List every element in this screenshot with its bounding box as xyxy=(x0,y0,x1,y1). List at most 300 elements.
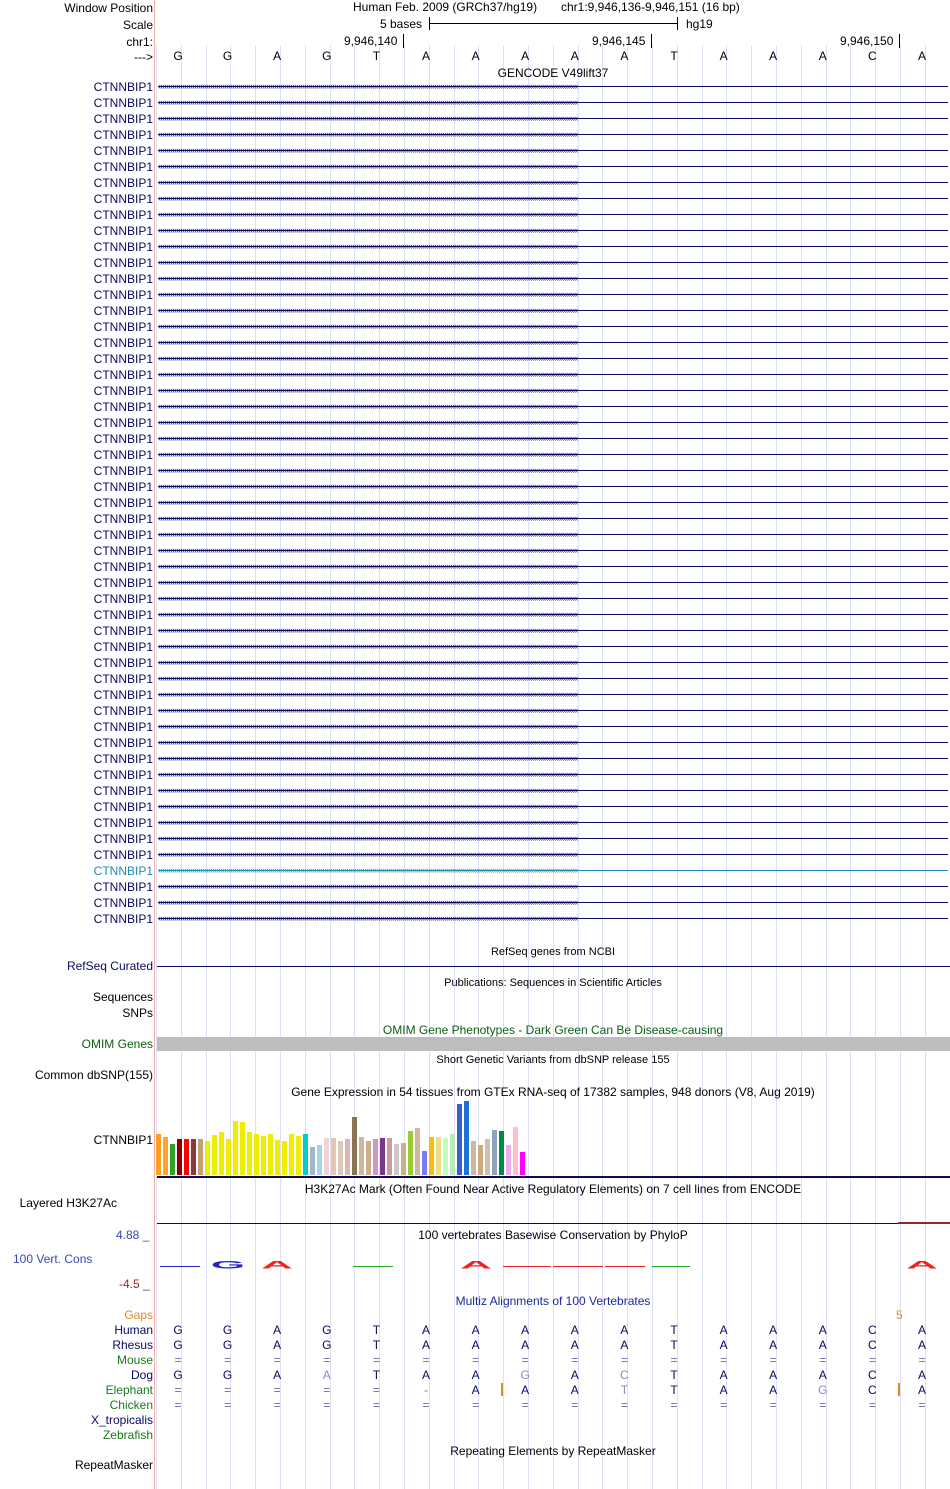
gencode-transcript[interactable] xyxy=(156,224,950,238)
aligned-base: A xyxy=(273,1338,282,1352)
strand-arrows-icon: ‹‹‹‹‹‹‹‹‹‹‹‹‹‹‹‹‹‹‹‹‹‹‹‹‹‹‹‹‹‹‹‹‹‹‹‹‹‹‹‹‹‹‹‹‹‹‹‹‹‹‹‹‹‹‹‹‹‹‹‹‹‹‹‹‹‹‹‹‹‹‹‹‹‹‹‹‹‹‹‹‹‹‹‹‹‹‹‹‹‹‹‹‹‹‹‹‹‹‹‹‹‹‹‹‹‹‹‹‹‹‹‹‹‹‹‹‹‹‹‹‹‹‹‹‹‹‹‹‹‹‹‹‹‹‹‹‹‹‹‹‹‹‹‹‹‹‹‹‹‹‹‹‹‹‹‹‹‹‹‹‹‹‹‹‹‹‹‹‹‹‹‹‹‹‹‹‹‹‹‹‹‹‹‹‹‹‹‹‹‹‹‹‹‹‹‹‹‹‹‹‹‹‹‹‹‹‹‹‹‹ xyxy=(158,369,578,379)
aligned-base: G xyxy=(222,1368,233,1382)
gtex-tissue-bar[interactable] xyxy=(219,1132,224,1175)
gencode-transcript-label[interactable]: CTNNBIP1 xyxy=(93,512,153,526)
gencode-transcript[interactable] xyxy=(156,624,950,638)
gtex-tissue-bar[interactable] xyxy=(499,1131,504,1175)
gtex-tissue-bar[interactable] xyxy=(478,1145,483,1175)
strand-arrows-icon: ‹‹‹‹‹‹‹‹‹‹‹‹‹‹‹‹‹‹‹‹‹‹‹‹‹‹‹‹‹‹‹‹‹‹‹‹‹‹‹‹‹‹‹‹‹‹‹‹‹‹‹‹‹‹‹‹‹‹‹‹‹‹‹‹‹‹‹‹‹‹‹‹‹‹‹‹‹‹‹‹‹‹‹‹‹‹‹‹‹‹‹‹‹‹‹‹‹‹‹‹‹‹‹‹‹‹‹‹‹‹‹‹‹‹‹‹‹‹‹‹‹‹‹‹‹‹‹‹‹‹‹‹‹‹‹‹‹‹‹‹‹‹‹‹‹‹‹‹‹‹‹‹‹‹‹‹‹‹‹‹‹‹‹‹‹‹‹‹‹‹‹‹‹‹‹‹‹‹‹‹‹‹‹‹‹‹‹‹‹‹‹‹‹‹‹‹‹‹‹‹‹‹‹‹‹‹‹‹‹‹ xyxy=(158,641,578,651)
gtex-tissue-bar[interactable] xyxy=(177,1139,182,1175)
gencode-transcript-label[interactable]: CTNNBIP1 xyxy=(93,352,153,366)
publications-track-label-snps[interactable]: SNPs xyxy=(122,1006,153,1020)
aligned-base: A xyxy=(521,1338,530,1352)
scale-bar-left-tick xyxy=(429,17,430,30)
sequence-base: T xyxy=(670,49,678,63)
gencode-transcript[interactable] xyxy=(156,96,950,110)
aligned-base: T xyxy=(670,1323,678,1337)
gtex-tissue-bar[interactable] xyxy=(247,1132,252,1175)
aligned-base: = xyxy=(720,1353,728,1367)
gencode-transcript-label[interactable]: CTNNBIP1 xyxy=(93,368,153,382)
aligned-base: A xyxy=(719,1338,728,1352)
aligned-base: = xyxy=(819,1398,827,1412)
aligned-base: G xyxy=(222,1338,233,1352)
gencode-transcript-label[interactable]: CTNNBIP1 xyxy=(93,656,153,670)
gencode-transcript-label[interactable]: CTNNBIP1 xyxy=(93,848,153,862)
aligned-base: = xyxy=(918,1353,926,1367)
gencode-transcript[interactable] xyxy=(156,784,950,798)
gencode-transcript-label[interactable]: CTNNBIP1 xyxy=(93,112,153,126)
gtex-tissue-bar[interactable] xyxy=(380,1138,385,1175)
strand-arrows-icon: ‹‹‹‹‹‹‹‹‹‹‹‹‹‹‹‹‹‹‹‹‹‹‹‹‹‹‹‹‹‹‹‹‹‹‹‹‹‹‹‹‹‹‹‹‹‹‹‹‹‹‹‹‹‹‹‹‹‹‹‹‹‹‹‹‹‹‹‹‹‹‹‹‹‹‹‹‹‹‹‹‹‹‹‹‹‹‹‹‹‹‹‹‹‹‹‹‹‹‹‹‹‹‹‹‹‹‹‹‹‹‹‹‹‹‹‹‹‹‹‹‹‹‹‹‹‹‹‹‹‹‹‹‹‹‹‹‹‹‹‹‹‹‹‹‹‹‹‹‹‹‹‹‹‹‹‹‹‹‹‹‹‹‹‹‹‹‹‹‹‹‹‹‹‹‹‹‹‹‹‹‹‹‹‹‹‹‹‹‹‹‹‹‹‹‹‹‹‹‹‹‹‹‹‹‹‹‹‹‹‹ xyxy=(158,433,578,443)
gtex-tissue-bar[interactable] xyxy=(338,1141,343,1175)
aligned-base: = xyxy=(174,1398,182,1412)
aligned-base: = xyxy=(372,1353,380,1367)
aligned-base: = xyxy=(472,1398,480,1412)
species-label[interactable]: Chicken xyxy=(109,1398,153,1412)
gtex-track-label[interactable]: CTNNBIP1 xyxy=(93,1133,153,1147)
gencode-transcript-label[interactable]: CTNNBIP1 xyxy=(93,672,153,686)
gencode-transcript-label[interactable]: CTNNBIP1 xyxy=(93,224,153,238)
omim-gene-bar[interactable] xyxy=(157,1037,950,1051)
gencode-transcript-label[interactable]: CTNNBIP1 xyxy=(93,624,153,638)
strand-arrows-icon: ‹‹‹‹‹‹‹‹‹‹‹‹‹‹‹‹‹‹‹‹‹‹‹‹‹‹‹‹‹‹‹‹‹‹‹‹‹‹‹‹‹‹‹‹‹‹‹‹‹‹‹‹‹‹‹‹‹‹‹‹‹‹‹‹‹‹‹‹‹‹‹‹‹‹‹‹‹‹‹‹‹‹‹‹‹‹‹‹‹‹‹‹‹‹‹‹‹‹‹‹‹‹‹‹‹‹‹‹‹‹‹‹‹‹‹‹‹‹‹‹‹‹‹‹‹‹‹‹‹‹‹‹‹‹‹‹‹‹‹‹‹‹‹‹‹‹‹‹‹‹‹‹‹‹‹‹‹‹‹‹‹‹‹‹‹‹‹‹‹‹‹‹‹‹‹‹‹‹‹‹‹‹‹‹‹‹‹‹‹‹‹‹‹‹‹‹‹‹‹‹‹‹‹‹‹‹‹‹‹‹ xyxy=(158,881,578,891)
gtex-tissue-bar[interactable] xyxy=(394,1144,399,1175)
gencode-transcript-label[interactable]: CTNNBIP1 xyxy=(93,480,153,494)
gtex-tissue-bar[interactable] xyxy=(471,1141,476,1175)
aligned-base: A xyxy=(818,1368,827,1382)
sequence-base: A xyxy=(471,49,480,63)
gtex-tissue-bar[interactable] xyxy=(324,1138,329,1175)
species-label[interactable]: Dog xyxy=(130,1368,153,1382)
gencode-transcript[interactable] xyxy=(156,768,950,782)
db-text: hg19 xyxy=(686,17,713,31)
gtex-tissue-bar[interactable] xyxy=(352,1117,357,1175)
publications-track-title: Publications: Sequences in Scientific Articles xyxy=(444,977,662,989)
gencode-transcript[interactable] xyxy=(156,496,950,510)
gtex-tissue-bar[interactable] xyxy=(485,1139,490,1175)
aligned-base: A xyxy=(769,1323,778,1337)
gencode-transcript[interactable] xyxy=(156,352,950,366)
aligned-base: = xyxy=(868,1398,876,1412)
gencode-transcript[interactable] xyxy=(156,192,950,206)
gtex-tissue-bar[interactable] xyxy=(443,1138,448,1175)
aligned-base: T xyxy=(372,1338,381,1352)
gencode-transcript[interactable] xyxy=(156,144,950,158)
aligned-base: = xyxy=(224,1353,232,1367)
gencode-transcript-label[interactable]: CTNNBIP1 xyxy=(93,96,153,110)
aligned-base: = xyxy=(174,1383,182,1397)
gencode-transcript[interactable] xyxy=(156,608,950,622)
species-label[interactable]: X_tropicalis xyxy=(90,1413,153,1427)
gencode-transcript[interactable] xyxy=(156,832,950,846)
gtex-bar-chart[interactable] xyxy=(156,1101,536,1175)
gtex-tissue-bar[interactable] xyxy=(163,1137,168,1175)
aligned-base: = xyxy=(472,1353,480,1367)
gencode-transcript[interactable] xyxy=(156,512,950,526)
gencode-transcript[interactable] xyxy=(156,160,950,174)
gencode-transcript[interactable] xyxy=(156,912,950,926)
gencode-transcript[interactable] xyxy=(156,528,950,542)
aligned-base: G xyxy=(222,1323,233,1337)
gtex-tissue-bar[interactable] xyxy=(289,1134,294,1175)
gencode-transcript-label[interactable]: CTNNBIP1 xyxy=(93,560,153,574)
h3k27ac-signal xyxy=(898,1222,950,1224)
gtex-tissue-bar[interactable] xyxy=(415,1128,420,1175)
gencode-transcript-label[interactable]: CTNNBIP1 xyxy=(93,144,153,158)
gencode-transcript-label[interactable]: CTNNBIP1 xyxy=(93,880,153,894)
scale-bar xyxy=(429,23,677,24)
gencode-transcript-label[interactable]: CTNNBIP1 xyxy=(93,304,153,318)
position-text: chr1:9,946,136-9,946,151 (16 bp) xyxy=(561,0,740,14)
gencode-transcript-label[interactable]: CTNNBIP1 xyxy=(93,240,153,254)
gtex-tissue-bar[interactable] xyxy=(359,1137,364,1175)
gencode-transcript-label[interactable]: CTNNBIP1 xyxy=(93,208,153,222)
aligned-base: A xyxy=(917,1323,926,1337)
sequence-base: A xyxy=(570,49,579,63)
gtex-tissue-bar[interactable] xyxy=(268,1134,273,1175)
gtex-tissue-bar[interactable] xyxy=(492,1130,497,1175)
gencode-transcript-label[interactable]: CTNNBIP1 xyxy=(93,544,153,558)
aligned-base: G xyxy=(173,1368,183,1382)
gtex-tissue-bar[interactable] xyxy=(387,1138,392,1175)
strand-arrows-icon: ‹‹‹‹‹‹‹‹‹‹‹‹‹‹‹‹‹‹‹‹‹‹‹‹‹‹‹‹‹‹‹‹‹‹‹‹‹‹‹‹‹‹‹‹‹‹‹‹‹‹‹‹‹‹‹‹‹‹‹‹‹‹‹‹‹‹‹‹‹‹‹‹‹‹‹‹‹‹‹‹‹‹‹‹‹‹‹‹‹‹‹‹‹‹‹‹‹‹‹‹‹‹‹‹‹‹‹‹‹‹‹‹‹‹‹‹‹‹‹‹‹‹‹‹‹‹‹‹‹‹‹‹‹‹‹‹‹‹‹‹‹‹‹‹‹‹‹‹‹‹‹‹‹‹‹‹‹‹‹‹‹‹‹‹‹‹‹‹‹‹‹‹‹‹‹‹‹‹‹‹‹‹‹‹‹‹‹‹‹‹‹‹‹‹‹‹‹‹‹‹‹‹‹‹‹‹‹‹‹‹ xyxy=(158,113,578,123)
strand-arrows-icon: ‹‹‹‹‹‹‹‹‹‹‹‹‹‹‹‹‹‹‹‹‹‹‹‹‹‹‹‹‹‹‹‹‹‹‹‹‹‹‹‹‹‹‹‹‹‹‹‹‹‹‹‹‹‹‹‹‹‹‹‹‹‹‹‹‹‹‹‹‹‹‹‹‹‹‹‹‹‹‹‹‹‹‹‹‹‹‹‹‹‹‹‹‹‹‹‹‹‹‹‹‹‹‹‹‹‹‹‹‹‹‹‹‹‹‹‹‹‹‹‹‹‹‹‹‹‹‹‹‹‹‹‹‹‹‹‹‹‹‹‹‹‹‹‹‹‹‹‹‹‹‹‹‹‹‹‹‹‹‹‹‹‹‹‹‹‹‹‹‹‹‹‹‹‹‹‹‹‹‹‹‹‹‹‹‹‹‹‹‹‹‹‹‹‹‹‹‹‹‹‹‹‹‹‹‹‹‹‹‹‹ xyxy=(158,705,578,715)
gtex-tissue-bar[interactable] xyxy=(226,1139,231,1175)
gencode-transcript-label[interactable]: CTNNBIP1 xyxy=(93,592,153,606)
aligned-base: = xyxy=(521,1353,529,1367)
gencode-transcript[interactable] xyxy=(156,336,950,350)
gencode-transcript[interactable] xyxy=(156,368,950,382)
gencode-transcript[interactable] xyxy=(156,848,950,862)
species-label[interactable]: Mouse xyxy=(116,1353,153,1367)
phylop-base-glyph: A xyxy=(459,1258,492,1272)
strand-arrows-icon: ‹‹‹‹‹‹‹‹‹‹‹‹‹‹‹‹‹‹‹‹‹‹‹‹‹‹‹‹‹‹‹‹‹‹‹‹‹‹‹‹‹‹‹‹‹‹‹‹‹‹‹‹‹‹‹‹‹‹‹‹‹‹‹‹‹‹‹‹‹‹‹‹‹‹‹‹‹‹‹‹‹‹‹‹‹‹‹‹‹‹‹‹‹‹‹‹‹‹‹‹‹‹‹‹‹‹‹‹‹‹‹‹‹‹‹‹‹‹‹‹‹‹‹‹‹‹‹‹‹‹‹‹‹‹‹‹‹‹‹‹‹‹‹‹‹‹‹‹‹‹‹‹‹‹‹‹‹‹‹‹‹‹‹‹‹‹‹‹‹‹‹‹‹‹‹‹‹‹‹‹‹‹‹‹‹‹‹‹‹‹‹‹‹‹‹‹‹‹‹‹‹‹‹‹‹‹‹‹‹‹ xyxy=(158,209,578,219)
gencode-transcript[interactable] xyxy=(156,688,950,702)
gencode-transcript-label[interactable]: CTNNBIP1 xyxy=(93,288,153,302)
strand-arrows-icon: ‹‹‹‹‹‹‹‹‹‹‹‹‹‹‹‹‹‹‹‹‹‹‹‹‹‹‹‹‹‹‹‹‹‹‹‹‹‹‹‹‹‹‹‹‹‹‹‹‹‹‹‹‹‹‹‹‹‹‹‹‹‹‹‹‹‹‹‹‹‹‹‹‹‹‹‹‹‹‹‹‹‹‹‹‹‹‹‹‹‹‹‹‹‹‹‹‹‹‹‹‹‹‹‹‹‹‹‹‹‹‹‹‹‹‹‹‹‹‹‹‹‹‹‹‹‹‹‹‹‹‹‹‹‹‹‹‹‹‹‹‹‹‹‹‹‹‹‹‹‹‹‹‹‹‹‹‹‹‹‹‹‹‹‹‹‹‹‹‹‹‹‹‹‹‹‹‹‹‹‹‹‹‹‹‹‹‹‹‹‹‹‹‹‹‹‹‹‹‹‹‹‹‹‹‹‹‹‹‹‹ xyxy=(158,513,578,523)
species-label[interactable]: Elephant xyxy=(105,1383,153,1397)
aligned-base: = xyxy=(868,1353,876,1367)
aligned-base: = xyxy=(224,1383,232,1397)
gencode-transcript-label[interactable]: CTNNBIP1 xyxy=(93,192,153,206)
gtex-tissue-bar[interactable] xyxy=(275,1140,280,1175)
strand-arrows-icon: ‹‹‹‹‹‹‹‹‹‹‹‹‹‹‹‹‹‹‹‹‹‹‹‹‹‹‹‹‹‹‹‹‹‹‹‹‹‹‹‹‹‹‹‹‹‹‹‹‹‹‹‹‹‹‹‹‹‹‹‹‹‹‹‹‹‹‹‹‹‹‹‹‹‹‹‹‹‹‹‹‹‹‹‹‹‹‹‹‹‹‹‹‹‹‹‹‹‹‹‹‹‹‹‹‹‹‹‹‹‹‹‹‹‹‹‹‹‹‹‹‹‹‹‹‹‹‹‹‹‹‹‹‹‹‹‹‹‹‹‹‹‹‹‹‹‹‹‹‹‹‹‹‹‹‹‹‹‹‹‹‹‹‹‹‹‹‹‹‹‹‹‹‹‹‹‹‹‹‹‹‹‹‹‹‹‹‹‹‹‹‹‹‹‹‹‹‹‹‹‹‹‹‹‹‹‹‹‹‹‹ xyxy=(158,305,578,315)
gencode-transcript-label[interactable]: CTNNBIP1 xyxy=(93,448,153,462)
gencode-transcript[interactable] xyxy=(156,752,950,766)
gencode-transcript[interactable] xyxy=(156,80,950,94)
strand-arrows-icon: ‹‹‹‹‹‹‹‹‹‹‹‹‹‹‹‹‹‹‹‹‹‹‹‹‹‹‹‹‹‹‹‹‹‹‹‹‹‹‹‹‹‹‹‹‹‹‹‹‹‹‹‹‹‹‹‹‹‹‹‹‹‹‹‹‹‹‹‹‹‹‹‹‹‹‹‹‹‹‹‹‹‹‹‹‹‹‹‹‹‹‹‹‹‹‹‹‹‹‹‹‹‹‹‹‹‹‹‹‹‹‹‹‹‹‹‹‹‹‹‹‹‹‹‹‹‹‹‹‹‹‹‹‹‹‹‹‹‹‹‹‹‹‹‹‹‹‹‹‹‹‹‹‹‹‹‹‹‹‹‹‹‹‹‹‹‹‹‹‹‹‹‹‹‹‹‹‹‹‹‹‹‹‹‹‹‹‹‹‹‹‹‹‹‹‹‹‹‹‹‹‹‹‹‹‹‹‹‹‹‹ xyxy=(158,833,578,843)
omim-track-label[interactable]: OMIM Genes xyxy=(81,1037,153,1051)
sequence-base: A xyxy=(719,49,728,63)
strand-arrows-icon: ‹‹‹‹‹‹‹‹‹‹‹‹‹‹‹‹‹‹‹‹‹‹‹‹‹‹‹‹‹‹‹‹‹‹‹‹‹‹‹‹‹‹‹‹‹‹‹‹‹‹‹‹‹‹‹‹‹‹‹‹‹‹‹‹‹‹‹‹‹‹‹‹‹‹‹‹‹‹‹‹‹‹‹‹‹‹‹‹‹‹‹‹‹‹‹‹‹‹‹‹‹‹‹‹‹‹‹‹‹‹‹‹‹‹‹‹‹‹‹‹‹‹‹‹‹‹‹‹‹‹‹‹‹‹‹‹‹‹‹‹‹‹‹‹‹‹‹‹‹‹‹‹‹‹‹‹‹‹‹‹‹‹‹‹‹‹‹‹‹‹‹‹‹‹‹‹‹‹‹‹‹‹‹‹‹‹‹‹‹‹‹‹‹‹‹‹‹‹‹‹‹‹‹‹‹‹‹‹‹‹ xyxy=(158,785,578,795)
aligned-base: = xyxy=(273,1398,281,1412)
gencode-transcript-label[interactable]: CTNNBIP1 xyxy=(93,688,153,702)
gtex-tissue-bar[interactable] xyxy=(408,1131,413,1175)
repeatmasker-track-label[interactable]: RepeatMasker xyxy=(74,1458,153,1472)
gencode-transcript-label[interactable]: CTNNBIP1 xyxy=(93,464,153,478)
strand-arrows-icon: ‹‹‹‹‹‹‹‹‹‹‹‹‹‹‹‹‹‹‹‹‹‹‹‹‹‹‹‹‹‹‹‹‹‹‹‹‹‹‹‹‹‹‹‹‹‹‹‹‹‹‹‹‹‹‹‹‹‹‹‹‹‹‹‹‹‹‹‹‹‹‹‹‹‹‹‹‹‹‹‹‹‹‹‹‹‹‹‹‹‹‹‹‹‹‹‹‹‹‹‹‹‹‹‹‹‹‹‹‹‹‹‹‹‹‹‹‹‹‹‹‹‹‹‹‹‹‹‹‹‹‹‹‹‹‹‹‹‹‹‹‹‹‹‹‹‹‹‹‹‹‹‹‹‹‹‹‹‹‹‹‹‹‹‹‹‹‹‹‹‹‹‹‹‹‹‹‹‹‹‹‹‹‹‹‹‹‹‹‹‹‹‹‹‹‹‹‹‹‹‹‹‹‹‹‹‹‹‹‹‹ xyxy=(158,289,578,299)
dbsnp-track-label[interactable]: Common dbSNP(155) xyxy=(34,1068,153,1082)
sequence-base: A xyxy=(620,49,629,63)
gencode-transcript[interactable] xyxy=(156,480,950,494)
gencode-transcript[interactable] xyxy=(156,304,950,318)
aligned-base: G xyxy=(322,1338,332,1352)
phylop-score-mark xyxy=(605,1266,645,1267)
gencode-transcript[interactable] xyxy=(156,704,950,718)
gtex-tissue-bar[interactable] xyxy=(464,1101,469,1175)
gencode-transcript[interactable] xyxy=(156,576,950,590)
window-position-label: Window Position xyxy=(64,1,153,15)
aligned-base: A xyxy=(769,1338,778,1352)
sequence-base: A xyxy=(273,49,282,63)
gtex-tissue-bar[interactable] xyxy=(296,1136,301,1175)
gtex-tissue-bar[interactable] xyxy=(184,1139,189,1175)
aligned-base: = xyxy=(174,1353,182,1367)
gencode-transcript[interactable] xyxy=(156,240,950,254)
gencode-transcript-label[interactable]: CTNNBIP1 xyxy=(93,752,153,766)
refseq-track-title: RefSeq genes from NCBI xyxy=(490,946,616,958)
aligned-base: T xyxy=(620,1383,629,1397)
sequence-base: C xyxy=(868,49,877,63)
gtex-tissue-bar[interactable] xyxy=(198,1139,203,1175)
aligned-base: A xyxy=(421,1338,430,1352)
gencode-transcript[interactable] xyxy=(156,432,950,446)
gtex-tissue-bar[interactable] xyxy=(317,1145,322,1175)
phylop-max-label: 4.88 _ xyxy=(116,1228,150,1242)
gtex-tissue-bar[interactable] xyxy=(170,1144,175,1175)
species-label[interactable]: Human xyxy=(114,1323,153,1337)
gencode-transcript[interactable] xyxy=(156,896,950,910)
aligned-base: A xyxy=(421,1323,430,1337)
aligned-base: A xyxy=(273,1323,282,1337)
strand-arrows-icon: ‹‹‹‹‹‹‹‹‹‹‹‹‹‹‹‹‹‹‹‹‹‹‹‹‹‹‹‹‹‹‹‹‹‹‹‹‹‹‹‹‹‹‹‹‹‹‹‹‹‹‹‹‹‹‹‹‹‹‹‹‹‹‹‹‹‹‹‹‹‹‹‹‹‹‹‹‹‹‹‹‹‹‹‹‹‹‹‹‹‹‹‹‹‹‹‹‹‹‹‹‹‹‹‹‹‹‹‹‹‹‹‹‹‹‹‹‹‹‹‹‹‹‹‹‹‹‹‹‹‹‹‹‹‹‹‹‹‹‹‹‹‹‹‹‹‹‹‹‹‹‹‹‹‹‹‹‹‹‹‹‹‹‹‹‹‹‹‹‹‹‹‹‹‹‹‹‹‹‹‹‹‹‹‹‹‹‹‹‹‹‹‹‹‹‹‹‹‹‹‹‹‹‹‹‹‹‹‹‹‹ xyxy=(158,321,578,331)
aligned-base: A xyxy=(917,1338,926,1352)
phylop-track-label[interactable]: 100 Vert. Cons xyxy=(13,1252,93,1266)
phylop-score-mark xyxy=(553,1266,603,1267)
aligned-base: G xyxy=(173,1323,183,1337)
gencode-transcript-label[interactable]: CTNNBIP1 xyxy=(93,176,153,190)
strand-arrows-icon: ‹‹‹‹‹‹‹‹‹‹‹‹‹‹‹‹‹‹‹‹‹‹‹‹‹‹‹‹‹‹‹‹‹‹‹‹‹‹‹‹‹‹‹‹‹‹‹‹‹‹‹‹‹‹‹‹‹‹‹‹‹‹‹‹‹‹‹‹‹‹‹‹‹‹‹‹‹‹‹‹‹‹‹‹‹‹‹‹‹‹‹‹‹‹‹‹‹‹‹‹‹‹‹‹‹‹‹‹‹‹‹‹‹‹‹‹‹‹‹‹‹‹‹‹‹‹‹‹‹‹‹‹‹‹‹‹‹‹‹‹‹‹‹‹‹‹‹‹‹‹‹‹‹‹‹‹‹‹‹‹‹‹‹‹‹‹‹‹‹‹‹‹‹‹‹‹‹‹‹‹‹‹‹‹‹‹‹‹‹‹‹‹‹‹‹‹‹‹‹‹‹‹‹‹‹‹‹‹‹‹ xyxy=(158,897,578,907)
gencode-transcript-label[interactable]: CTNNBIP1 xyxy=(93,160,153,174)
species-label[interactable]: Zebrafish xyxy=(102,1428,153,1442)
aligned-base: A xyxy=(322,1368,331,1382)
scale-bar-right-tick xyxy=(677,17,678,30)
gencode-transcript[interactable] xyxy=(156,208,950,222)
gtex-tissue-bar[interactable] xyxy=(156,1134,161,1175)
strand-arrows-icon: ‹‹‹‹‹‹‹‹‹‹‹‹‹‹‹‹‹‹‹‹‹‹‹‹‹‹‹‹‹‹‹‹‹‹‹‹‹‹‹‹‹‹‹‹‹‹‹‹‹‹‹‹‹‹‹‹‹‹‹‹‹‹‹‹‹‹‹‹‹‹‹‹‹‹‹‹‹‹‹‹‹‹‹‹‹‹‹‹‹‹‹‹‹‹‹‹‹‹‹‹‹‹‹‹‹‹‹‹‹‹‹‹‹‹‹‹‹‹‹‹‹‹‹‹‹‹‹‹‹‹‹‹‹‹‹‹‹‹‹‹‹‹‹‹‹‹‹‹‹‹‹‹‹‹‹‹‹‹‹‹‹‹‹‹‹‹‹‹‹‹‹‹‹‹‹‹‹‹‹‹‹‹‹‹‹‹‹‹‹‹‹‹‹‹‹‹‹‹‹‹‹‹‹‹‹‹‹‹‹‹ xyxy=(158,129,578,139)
strand-arrows-icon: ‹‹‹‹‹‹‹‹‹‹‹‹‹‹‹‹‹‹‹‹‹‹‹‹‹‹‹‹‹‹‹‹‹‹‹‹‹‹‹‹‹‹‹‹‹‹‹‹‹‹‹‹‹‹‹‹‹‹‹‹‹‹‹‹‹‹‹‹‹‹‹‹‹‹‹‹‹‹‹‹‹‹‹‹‹‹‹‹‹‹‹‹‹‹‹‹‹‹‹‹‹‹‹‹‹‹‹‹‹‹‹‹‹‹‹‹‹‹‹‹‹‹‹‹‹‹‹‹‹‹‹‹‹‹‹‹‹‹‹‹‹‹‹‹‹‹‹‹‹‹‹‹‹‹‹‹‹‹‹‹‹‹‹‹‹‹‹‹‹‹‹‹‹‹‹‹‹‹‹‹‹‹‹‹‹‹‹‹‹‹‹‹‹‹‹‹‹‹‹‹‹‹‹‹‹‹‹‹‹‹ xyxy=(158,689,578,699)
aligned-base: A xyxy=(719,1368,728,1382)
gencode-transcript[interactable] xyxy=(156,720,950,734)
aligned-base: = xyxy=(422,1353,430,1367)
gencode-transcript-label[interactable]: CTNNBIP1 xyxy=(93,128,153,142)
aligned-base: = xyxy=(670,1398,678,1412)
aligned-base: = xyxy=(273,1383,281,1397)
gencode-transcript[interactable] xyxy=(156,544,950,558)
strand-arrows-icon: ‹‹‹‹‹‹‹‹‹‹‹‹‹‹‹‹‹‹‹‹‹‹‹‹‹‹‹‹‹‹‹‹‹‹‹‹‹‹‹‹‹‹‹‹‹‹‹‹‹‹‹‹‹‹‹‹‹‹‹‹‹‹‹‹‹‹‹‹‹‹‹‹‹‹‹‹‹‹‹‹‹‹‹‹‹‹‹‹‹‹‹‹‹‹‹‹‹‹‹‹‹‹‹‹‹‹‹‹‹‹‹‹‹‹‹‹‹‹‹‹‹‹‹‹‹‹‹‹‹‹‹‹‹‹‹‹‹‹‹‹‹‹‹‹‹‹‹‹‹‹‹‹‹‹‹‹‹‹‹‹‹‹‹‹‹‹‹‹‹‹‹‹‹‹‹‹‹‹‹‹‹‹‹‹‹‹‹‹‹‹‹‹‹‹‹‹‹‹‹‹‹‹‹‹‹‹‹‹‹‹ xyxy=(158,241,578,251)
gencode-transcript-label[interactable]: CTNNBIP1 xyxy=(93,816,153,830)
aligned-base: = xyxy=(819,1353,827,1367)
aligned-base: A xyxy=(818,1323,827,1337)
gencode-transcript-label[interactable]: CTNNBIP1 xyxy=(93,528,153,542)
refseq-track-label[interactable]: RefSeq Curated xyxy=(66,959,153,973)
gencode-transcript[interactable] xyxy=(156,656,950,670)
gencode-transcript[interactable] xyxy=(156,736,950,750)
aligned-base: A xyxy=(570,1368,579,1382)
gencode-transcript[interactable] xyxy=(156,256,950,270)
strand-arrows-icon: ‹‹‹‹‹‹‹‹‹‹‹‹‹‹‹‹‹‹‹‹‹‹‹‹‹‹‹‹‹‹‹‹‹‹‹‹‹‹‹‹‹‹‹‹‹‹‹‹‹‹‹‹‹‹‹‹‹‹‹‹‹‹‹‹‹‹‹‹‹‹‹‹‹‹‹‹‹‹‹‹‹‹‹‹‹‹‹‹‹‹‹‹‹‹‹‹‹‹‹‹‹‹‹‹‹‹‹‹‹‹‹‹‹‹‹‹‹‹‹‹‹‹‹‹‹‹‹‹‹‹‹‹‹‹‹‹‹‹‹‹‹‹‹‹‹‹‹‹‹‹‹‹‹‹‹‹‹‹‹‹‹‹‹‹‹‹‹‹‹‹‹‹‹‹‹‹‹‹‹‹‹‹‹‹‹‹‹‹‹‹‹‹‹‹‹‹‹‹‹‹‹‹‹‹‹‹‹‹‹‹ xyxy=(158,769,578,779)
gencode-transcript[interactable] xyxy=(156,560,950,574)
gencode-transcript[interactable] xyxy=(156,880,950,894)
aligned-base: = xyxy=(323,1383,331,1397)
gencode-transcript[interactable] xyxy=(156,288,950,302)
gencode-transcript-label[interactable]: CTNNBIP1 xyxy=(93,736,153,750)
insertion-mark xyxy=(898,1383,900,1396)
gencode-transcript[interactable] xyxy=(156,112,950,126)
refseq-gene-line[interactable] xyxy=(157,966,950,967)
gtex-tissue-bar[interactable] xyxy=(303,1134,308,1175)
gtex-tissue-bar[interactable] xyxy=(457,1104,462,1175)
gtex-tissue-bar[interactable] xyxy=(366,1141,371,1175)
aligned-base: C xyxy=(868,1338,877,1352)
gencode-transcript-label[interactable]: CTNNBIP1 xyxy=(93,496,153,510)
aligned-base: = xyxy=(323,1398,331,1412)
gtex-tissue-bar[interactable] xyxy=(436,1137,441,1175)
strand-arrows-icon: ‹‹‹‹‹‹‹‹‹‹‹‹‹‹‹‹‹‹‹‹‹‹‹‹‹‹‹‹‹‹‹‹‹‹‹‹‹‹‹‹‹‹‹‹‹‹‹‹‹‹‹‹‹‹‹‹‹‹‹‹‹‹‹‹‹‹‹‹‹‹‹‹‹‹‹‹‹‹‹‹‹‹‹‹‹‹‹‹‹‹‹‹‹‹‹‹‹‹‹‹‹‹‹‹‹‹‹‹‹‹‹‹‹‹‹‹‹‹‹‹‹‹‹‹‹‹‹‹‹‹‹‹‹‹‹‹‹‹‹‹‹‹‹‹‹‹‹‹‹‹‹‹‹‹‹‹‹‹‹‹‹‹‹‹‹‹‹‹‹‹‹‹‹‹‹‹‹‹‹‹‹‹‹‹‹‹‹‹‹‹‹‹‹‹‹‹‹‹‹‹‹‹‹‹‹‹‹‹‹‹ xyxy=(158,817,578,827)
gtex-tissue-bar[interactable] xyxy=(282,1141,287,1175)
gtex-tissue-bar[interactable] xyxy=(254,1134,259,1175)
gencode-transcript-label[interactable]: CTNNBIP1 xyxy=(93,416,153,430)
gencode-transcript-label[interactable]: CTNNBIP1 xyxy=(93,768,153,782)
gencode-transcript-label[interactable]: CTNNBIP1 xyxy=(93,704,153,718)
gtex-tissue-bar[interactable] xyxy=(450,1134,455,1175)
aligned-base: G xyxy=(322,1323,332,1337)
gencode-transcript-label[interactable]: CTNNBIP1 xyxy=(93,80,153,94)
aligned-base: C xyxy=(620,1368,629,1382)
gencode-transcript[interactable] xyxy=(156,592,950,606)
gtex-tissue-bar[interactable] xyxy=(310,1147,315,1175)
strand-arrows-icon: ‹‹‹‹‹‹‹‹‹‹‹‹‹‹‹‹‹‹‹‹‹‹‹‹‹‹‹‹‹‹‹‹‹‹‹‹‹‹‹‹‹‹‹‹‹‹‹‹‹‹‹‹‹‹‹‹‹‹‹‹‹‹‹‹‹‹‹‹‹‹‹‹‹‹‹‹‹‹‹‹‹‹‹‹‹‹‹‹‹‹‹‹‹‹‹‹‹‹‹‹‹‹‹‹‹‹‹‹‹‹‹‹‹‹‹‹‹‹‹‹‹‹‹‹‹‹‹‹‹‹‹‹‹‹‹‹‹‹‹‹‹‹‹‹‹‹‹‹‹‹‹‹‹‹‹‹‹‹‹‹‹‹‹‹‹‹‹‹‹‹‹‹‹‹‹‹‹‹‹‹‹‹‹‹‹‹‹‹‹‹‹‹‹‹‹‹‹‹‹‹‹‹‹‹‹‹‹‹‹‹ xyxy=(158,257,578,267)
aligned-base: - xyxy=(424,1383,428,1397)
gencode-transcript-label[interactable]: CTNNBIP1 xyxy=(93,336,153,350)
strand-arrows-icon: ‹‹‹‹‹‹‹‹‹‹‹‹‹‹‹‹‹‹‹‹‹‹‹‹‹‹‹‹‹‹‹‹‹‹‹‹‹‹‹‹‹‹‹‹‹‹‹‹‹‹‹‹‹‹‹‹‹‹‹‹‹‹‹‹‹‹‹‹‹‹‹‹‹‹‹‹‹‹‹‹‹‹‹‹‹‹‹‹‹‹‹‹‹‹‹‹‹‹‹‹‹‹‹‹‹‹‹‹‹‹‹‹‹‹‹‹‹‹‹‹‹‹‹‹‹‹‹‹‹‹‹‹‹‹‹‹‹‹‹‹‹‹‹‹‹‹‹‹‹‹‹‹‹‹‹‹‹‹‹‹‹‹‹‹‹‹‹‹‹‹‹‹‹‹‹‹‹‹‹‹‹‹‹‹‹‹‹‹‹‹‹‹‹‹‹‹‹‹‹‹‹‹‹‹‹‹‹‹‹‹ xyxy=(158,481,578,491)
gtex-tissue-bar[interactable] xyxy=(261,1136,266,1175)
phylop-base-glyph: A xyxy=(261,1258,294,1272)
gencode-transcript[interactable] xyxy=(156,672,950,686)
multiz-track-title: Multiz Alignments of 100 Vertebrates xyxy=(455,1294,651,1308)
aligned-base: = xyxy=(918,1398,926,1412)
gencode-transcript-label[interactable]: CTNNBIP1 xyxy=(93,256,153,270)
gencode-transcript[interactable] xyxy=(156,800,950,814)
gencode-transcript[interactable] xyxy=(156,464,950,478)
gencode-transcript-label[interactable]: CTNNBIP1 xyxy=(93,400,153,414)
gap-count: 5 xyxy=(896,1308,903,1322)
aligned-base: A xyxy=(917,1368,926,1382)
gencode-transcript-label[interactable]: CTNNBIP1 xyxy=(93,576,153,590)
aligned-base: T xyxy=(372,1368,381,1382)
gtex-tissue-bar[interactable] xyxy=(429,1137,434,1175)
gencode-transcript-label[interactable]: CTNNBIP1 xyxy=(93,864,153,878)
aligned-base: T xyxy=(372,1323,381,1337)
gtex-tissue-bar[interactable] xyxy=(233,1121,238,1175)
h3k27ac-track-label[interactable]: Layered H3K27Ac xyxy=(19,1196,117,1210)
gencode-transcript[interactable] xyxy=(156,816,950,830)
omim-track-title: OMIM Gene Phenotypes - Dark Green Can Be Disease-causing xyxy=(382,1023,724,1037)
ruler-tick-3: 9,946,150 xyxy=(840,34,894,48)
aligned-base: = xyxy=(571,1398,579,1412)
aligned-base: T xyxy=(670,1383,678,1397)
gtex-tissue-bar[interactable] xyxy=(191,1139,196,1175)
gencode-transcript[interactable] xyxy=(156,640,950,654)
aligned-base: A xyxy=(620,1323,629,1337)
gencode-transcript-label[interactable]: CTNNBIP1 xyxy=(93,384,153,398)
gtex-tissue-bar[interactable] xyxy=(240,1122,245,1175)
gtex-tissue-bar[interactable] xyxy=(373,1139,378,1175)
gencode-transcript[interactable] xyxy=(156,400,950,414)
aligned-base: = xyxy=(620,1353,628,1367)
gtex-tissue-bar[interactable] xyxy=(513,1127,518,1175)
gencode-transcript-label[interactable]: CTNNBIP1 xyxy=(93,912,153,926)
gencode-transcript-label[interactable]: CTNNBIP1 xyxy=(93,320,153,334)
gtex-tissue-bar[interactable] xyxy=(422,1151,427,1175)
gencode-transcript[interactable] xyxy=(156,384,950,398)
aligned-base: A xyxy=(471,1368,480,1382)
gtex-tissue-bar[interactable] xyxy=(345,1139,350,1175)
gencode-transcript[interactable] xyxy=(156,864,950,878)
strand-arrows-icon: ‹‹‹‹‹‹‹‹‹‹‹‹‹‹‹‹‹‹‹‹‹‹‹‹‹‹‹‹‹‹‹‹‹‹‹‹‹‹‹‹‹‹‹‹‹‹‹‹‹‹‹‹‹‹‹‹‹‹‹‹‹‹‹‹‹‹‹‹‹‹‹‹‹‹‹‹‹‹‹‹‹‹‹‹‹‹‹‹‹‹‹‹‹‹‹‹‹‹‹‹‹‹‹‹‹‹‹‹‹‹‹‹‹‹‹‹‹‹‹‹‹‹‹‹‹‹‹‹‹‹‹‹‹‹‹‹‹‹‹‹‹‹‹‹‹‹‹‹‹‹‹‹‹‹‹‹‹‹‹‹‹‹‹‹‹‹‹‹‹‹‹‹‹‹‹‹‹‹‹‹‹‹‹‹‹‹‹‹‹‹‹‹‹‹‹‹‹‹‹‹‹‹‹‹‹‹‹‹‹‹ xyxy=(158,721,578,731)
gtex-tissue-bar[interactable] xyxy=(506,1145,511,1175)
strand-arrows-icon: ‹‹‹‹‹‹‹‹‹‹‹‹‹‹‹‹‹‹‹‹‹‹‹‹‹‹‹‹‹‹‹‹‹‹‹‹‹‹‹‹‹‹‹‹‹‹‹‹‹‹‹‹‹‹‹‹‹‹‹‹‹‹‹‹‹‹‹‹‹‹‹‹‹‹‹‹‹‹‹‹‹‹‹‹‹‹‹‹‹‹‹‹‹‹‹‹‹‹‹‹‹‹‹‹‹‹‹‹‹‹‹‹‹‹‹‹‹‹‹‹‹‹‹‹‹‹‹‹‹‹‹‹‹‹‹‹‹‹‹‹‹‹‹‹‹‹‹‹‹‹‹‹‹‹‹‹‹‹‹‹‹‹‹‹‹‹‹‹‹‹‹‹‹‹‹‹‹‹‹‹‹‹‹‹‹‹‹‹‹‹‹‹‹‹‹‹‹‹‹‹‹‹‹‹‹‹‹‹‹‹ xyxy=(158,913,578,923)
strand-arrows-icon: ‹‹‹‹‹‹‹‹‹‹‹‹‹‹‹‹‹‹‹‹‹‹‹‹‹‹‹‹‹‹‹‹‹‹‹‹‹‹‹‹‹‹‹‹‹‹‹‹‹‹‹‹‹‹‹‹‹‹‹‹‹‹‹‹‹‹‹‹‹‹‹‹‹‹‹‹‹‹‹‹‹‹‹‹‹‹‹‹‹‹‹‹‹‹‹‹‹‹‹‹‹‹‹‹‹‹‹‹‹‹‹‹‹‹‹‹‹‹‹‹‹‹‹‹‹‹‹‹‹‹‹‹‹‹‹‹‹‹‹‹‹‹‹‹‹‹‹‹‹‹‹‹‹‹‹‹‹‹‹‹‹‹‹‹‹‹‹‹‹‹‹‹‹‹‹‹‹‹‹‹‹‹‹‹‹‹‹‹‹‹‹‹‹‹‹‹‹‹‹‹‹‹‹‹‹‹‹‹‹‹ xyxy=(158,577,578,587)
strand-arrows-icon: ‹‹‹‹‹‹‹‹‹‹‹‹‹‹‹‹‹‹‹‹‹‹‹‹‹‹‹‹‹‹‹‹‹‹‹‹‹‹‹‹‹‹‹‹‹‹‹‹‹‹‹‹‹‹‹‹‹‹‹‹‹‹‹‹‹‹‹‹‹‹‹‹‹‹‹‹‹‹‹‹‹‹‹‹‹‹‹‹‹‹‹‹‹‹‹‹‹‹‹‹‹‹‹‹‹‹‹‹‹‹‹‹‹‹‹‹‹‹‹‹‹‹‹‹‹‹‹‹‹‹‹‹‹‹‹‹‹‹‹‹‹‹‹‹‹‹‹‹‹‹‹‹‹‹‹‹‹‹‹‹‹‹‹‹‹‹‹‹‹‹‹‹‹‹‹‹‹‹‹‹‹‹‹‹‹‹‹‹‹‹‹‹‹‹‹‹‹‹‹‹‹‹‹‹‹‹‹‹‹‹ xyxy=(158,737,578,747)
gencode-transcript-label[interactable]: CTNNBIP1 xyxy=(93,800,153,814)
aligned-base: = xyxy=(372,1383,380,1397)
aligned-base: G xyxy=(520,1368,530,1382)
aligned-base: A xyxy=(769,1368,778,1382)
strand-arrows-icon: ‹‹‹‹‹‹‹‹‹‹‹‹‹‹‹‹‹‹‹‹‹‹‹‹‹‹‹‹‹‹‹‹‹‹‹‹‹‹‹‹‹‹‹‹‹‹‹‹‹‹‹‹‹‹‹‹‹‹‹‹‹‹‹‹‹‹‹‹‹‹‹‹‹‹‹‹‹‹‹‹‹‹‹‹‹‹‹‹‹‹‹‹‹‹‹‹‹‹‹‹‹‹‹‹‹‹‹‹‹‹‹‹‹‹‹‹‹‹‹‹‹‹‹‹‹‹‹‹‹‹‹‹‹‹‹‹‹‹‹‹‹‹‹‹‹‹‹‹‹‹‹‹‹‹‹‹‹‹‹‹‹‹‹‹‹‹‹‹‹‹‹‹‹‹‹‹‹‹‹‹‹‹‹‹‹‹‹‹‹‹‹‹‹‹‹‹‹‹‹‹‹‹‹‹‹‹‹‹‹‹ xyxy=(158,449,578,459)
species-label[interactable]: Rhesus xyxy=(112,1338,153,1352)
repeatmasker-track-title: Repeating Elements by RepeatMasker xyxy=(450,1444,656,1458)
gtex-tissue-bar[interactable] xyxy=(331,1138,336,1175)
gtex-track-title: Gene Expression in 54 tissues from GTEx RNA-seq of 17382 samples, 948 donors (V8, Aug 2019) xyxy=(291,1085,815,1099)
gencode-transcript-label[interactable]: CTNNBIP1 xyxy=(93,896,153,910)
gencode-transcript-label[interactable]: CTNNBIP1 xyxy=(93,608,153,622)
publications-track-label-sequences[interactable]: Sequences xyxy=(92,990,153,1004)
gencode-transcript-label[interactable]: CTNNBIP1 xyxy=(93,272,153,286)
aligned-base: A xyxy=(570,1338,579,1352)
gencode-transcript[interactable] xyxy=(156,272,950,286)
gencode-transcript[interactable] xyxy=(156,416,950,430)
gencode-transcript-label[interactable]: CTNNBIP1 xyxy=(93,640,153,654)
gencode-transcript[interactable] xyxy=(156,128,950,142)
gencode-transcript-label[interactable]: CTNNBIP1 xyxy=(93,720,153,734)
gtex-tissue-bar[interactable] xyxy=(401,1143,406,1175)
phylop-min-label: -4.5 _ xyxy=(119,1277,150,1291)
gencode-transcript[interactable] xyxy=(156,320,950,334)
gencode-transcript-label[interactable]: CTNNBIP1 xyxy=(93,784,153,798)
strand-arrows-icon: ‹‹‹‹‹‹‹‹‹‹‹‹‹‹‹‹‹‹‹‹‹‹‹‹‹‹‹‹‹‹‹‹‹‹‹‹‹‹‹‹‹‹‹‹‹‹‹‹‹‹‹‹‹‹‹‹‹‹‹‹‹‹‹‹‹‹‹‹‹‹‹‹‹‹‹‹‹‹‹‹‹‹‹‹‹‹‹‹‹‹‹‹‹‹‹‹‹‹‹‹‹‹‹‹‹‹‹‹‹‹‹‹‹‹‹‹‹‹‹‹‹‹‹‹‹‹‹‹‹‹‹‹‹‹‹‹‹‹‹‹‹‹‹‹‹‹‹‹‹‹‹‹‹‹‹‹‹‹‹‹‹‹‹‹‹‹‹‹‹‹‹‹‹‹‹‹‹‹‹‹‹‹‹‹‹‹‹‹‹‹‹‹‹‹‹‹‹‹‹‹‹‹‹‹‹‹‹‹‹‹ xyxy=(158,337,578,347)
aligned-base: = xyxy=(273,1353,281,1367)
gtex-tissue-bar[interactable] xyxy=(520,1152,525,1175)
phylop-logo-row[interactable] xyxy=(0,1255,950,1279)
gencode-transcript-label[interactable]: CTNNBIP1 xyxy=(93,832,153,846)
strand-arrows-icon: ‹‹‹‹‹‹‹‹‹‹‹‹‹‹‹‹‹‹‹‹‹‹‹‹‹‹‹‹‹‹‹‹‹‹‹‹‹‹‹‹‹‹‹‹‹‹‹‹‹‹‹‹‹‹‹‹‹‹‹‹‹‹‹‹‹‹‹‹‹‹‹‹‹‹‹‹‹‹‹‹‹‹‹‹‹‹‹‹‹‹‹‹‹‹‹‹‹‹‹‹‹‹‹‹‹‹‹‹‹‹‹‹‹‹‹‹‹‹‹‹‹‹‹‹‹‹‹‹‹‹‹‹‹‹‹‹‹‹‹‹‹‹‹‹‹‹‹‹‹‹‹‹‹‹‹‹‹‹‹‹‹‹‹‹‹‹‹‹‹‹‹‹‹‹‹‹‹‹‹‹‹‹‹‹‹‹‹‹‹‹‹‹‹‹‹‹‹‹‹‹‹‹‹‹‹‹‹‹‹‹ xyxy=(158,401,578,411)
gencode-transcript-label[interactable]: CTNNBIP1 xyxy=(93,432,153,446)
gtex-tissue-bar[interactable] xyxy=(205,1141,210,1175)
gtex-tissue-bar[interactable] xyxy=(212,1135,217,1175)
gencode-transcript[interactable] xyxy=(156,176,950,190)
gencode-transcript[interactable] xyxy=(156,448,950,462)
